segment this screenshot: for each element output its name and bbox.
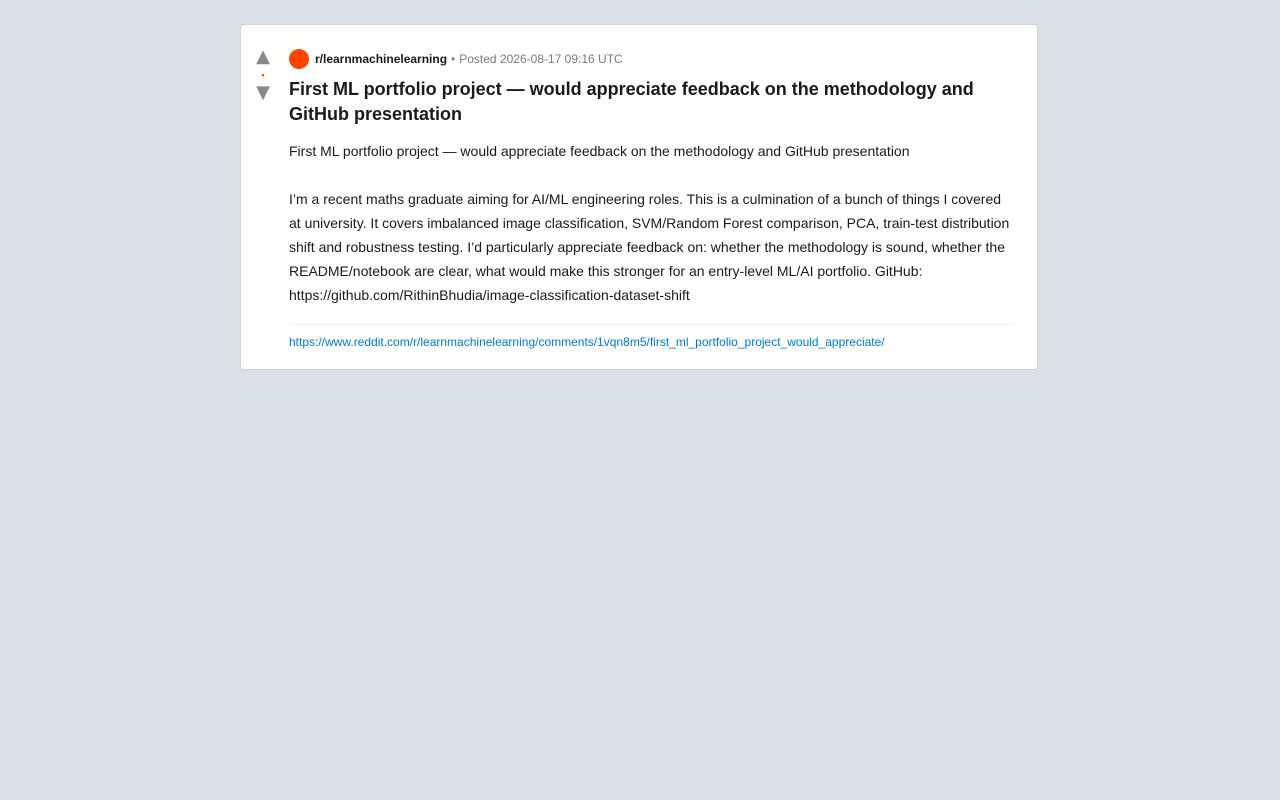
downvote-arrow-icon[interactable]: ▼	[256, 82, 270, 103]
post-card	[240, 24, 1038, 370]
upvote-arrow-icon[interactable]: ▲	[256, 46, 270, 67]
post-body-paragraph: First ML portfolio project — would appreciate feedback on the methodology and GitHub presentation	[289, 143, 910, 159]
post-body-paragraph: I’m a recent maths graduate aiming for AI/ML engineering roles. This is a culmination of a bunch of things I covered at university. It covers imbalanced image classification, SVM/Random Forest comparison, PCA, train-test distribution shift and robustness testing. I’d particularly appreciate feedback on: whether the methodology is sound, whether the README/notebook are clear, what would make this stronger for an entry-level ML/AI portfolio. GitHub: https://github.com/RithinBhudia/image-classification-dataset-shift	[289, 191, 1010, 303]
paragraph-spacer	[289, 163, 1015, 187]
meta-separator: •	[451, 52, 456, 66]
post-timestamp: Posted 2026-08-17 09:16 UTC	[459, 52, 623, 66]
vote-score-dot: •	[261, 70, 265, 80]
subreddit-name[interactable]: r/learnmachinelearning	[315, 52, 448, 66]
post-title[interactable]: First ML portfolio project — would appreciate feedback on the methodology and GitHub presentation	[289, 79, 974, 124]
vote-column	[241, 47, 285, 103]
post-body	[289, 139, 1015, 307]
post-content	[289, 49, 1015, 350]
post-permalink[interactable]: https://www.reddit.com/r/learnmachinelearning/comments/1vqn8m5/first_ml_portfolio_project_would_appreciate/	[289, 335, 885, 349]
subreddit-avatar-icon[interactable]	[289, 49, 309, 69]
post-footer	[289, 324, 1015, 350]
post-meta	[289, 49, 1015, 69]
